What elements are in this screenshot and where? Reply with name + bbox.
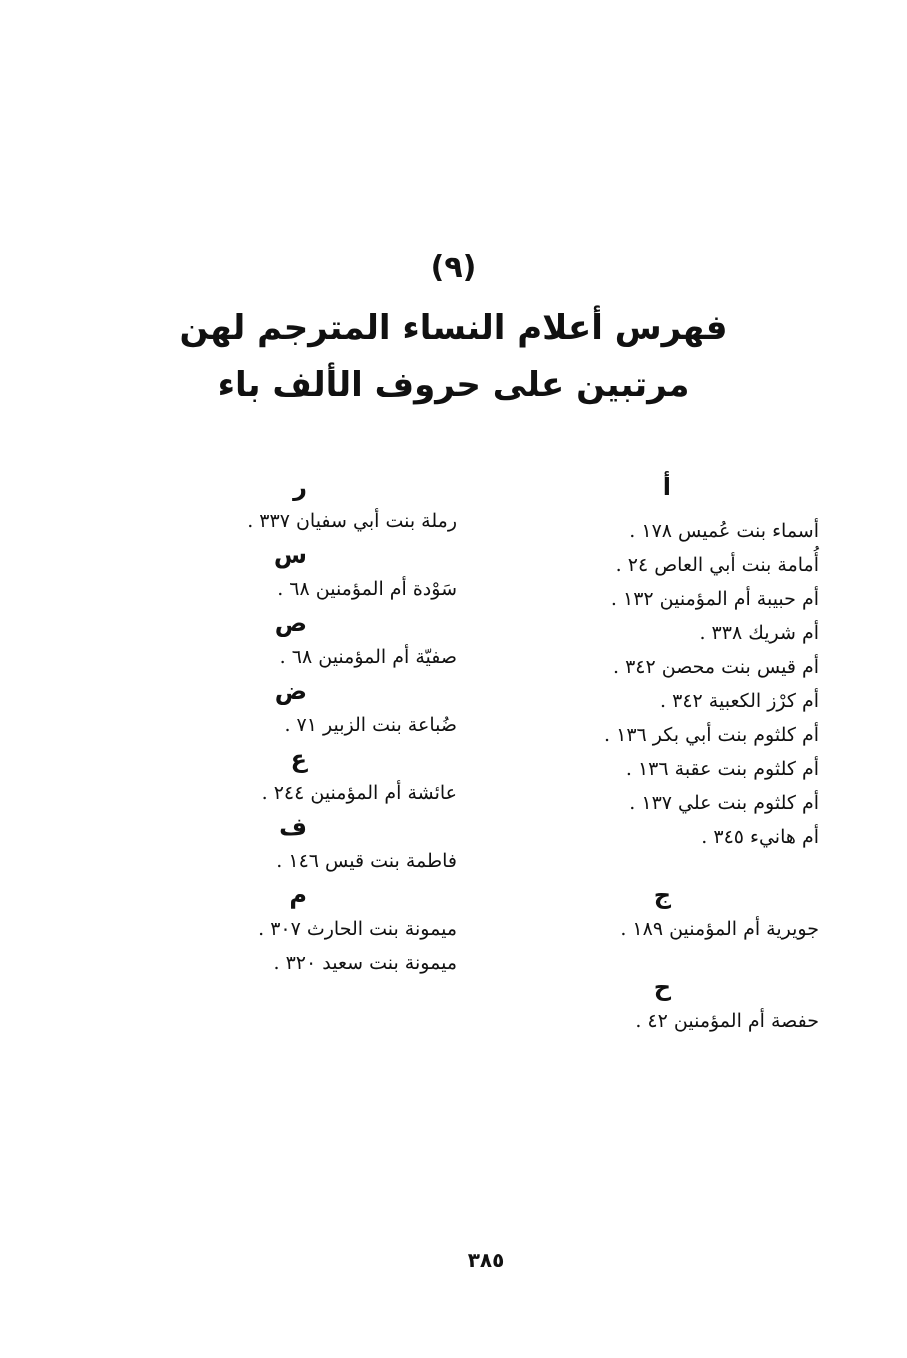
- index-entry: رملة بنت أبي سفيان ٣٣٧ .: [247, 510, 457, 532]
- letter-heading-sin: س: [273, 541, 307, 569]
- index-entry: جويرية أم المؤمنين ١٨٩ .: [620, 918, 819, 940]
- index-entry: أسماء بنت عُميس ١٧٨ .: [629, 520, 819, 542]
- letter-heading-mim: م: [289, 881, 307, 909]
- page-number: ٣٨٥: [467, 1248, 505, 1272]
- index-entry: ميمونة بنت الحارث ٣٠٧ .: [258, 918, 457, 940]
- letter-heading-alif: أ: [662, 473, 671, 501]
- index-entry: أم شريك ٣٣٨ .: [699, 622, 819, 644]
- right-column: [519, 470, 819, 1038]
- index-entry: صفيّة أم المؤمنين ٦٨ .: [279, 646, 457, 668]
- index-entry: ضُباعة بنت الزبير ٧١ .: [284, 714, 457, 736]
- index-entry: أم قيس بنت محصن ٣٤٢ .: [612, 656, 819, 678]
- letter-heading-ain: ع: [290, 745, 307, 773]
- index-entry: عائشة أم المؤمنين ٢٤٤ .: [261, 782, 457, 804]
- index-entry: أم كلثوم بنت عقبة ١٣٦ .: [625, 758, 819, 780]
- index-title-line-1: فهرس أعلام النساء المترجم لهن: [179, 308, 728, 348]
- letter-heading-sad: ص: [274, 609, 307, 637]
- index-entry: أم هانيء ٣٤٥ .: [701, 826, 819, 848]
- index-entry: أم حبيبة أم المؤمنين ١٣٢ .: [610, 588, 819, 610]
- section-number: (٩): [430, 250, 477, 285]
- left-column: [217, 470, 457, 980]
- index-entry: سَوْدة أم المؤمنين ٦٨ .: [277, 578, 457, 600]
- index-entry: أم كلثوم بنت أبي بكر ١٣٦ .: [604, 724, 819, 746]
- index-title-line-2: مرتبين على حروف الألف باء: [217, 365, 690, 405]
- letter-heading-dad: ض: [274, 677, 307, 705]
- index-entry: فاطمة بنت قيس ١٤٦ .: [276, 850, 457, 872]
- letter-heading-jim: ج: [653, 881, 671, 909]
- index-entry: أُمامة بنت أبي العاص ٢٤ .: [615, 554, 819, 576]
- index-entry: حفصة أم المؤمنين ٤٢ .: [635, 1010, 819, 1032]
- index-entry: أم كلثوم بنت علي ١٣٧ .: [629, 792, 819, 814]
- index-entry: ميمونة بنت سعيد ٣٢٠ .: [273, 952, 457, 974]
- letter-heading-ha: ح: [653, 973, 671, 1001]
- index-entry: أم كرْز الكعبية ٣٤٢ .: [660, 690, 819, 712]
- letter-heading-ra: ر: [293, 473, 307, 501]
- letter-heading-fa: ف: [279, 813, 307, 841]
